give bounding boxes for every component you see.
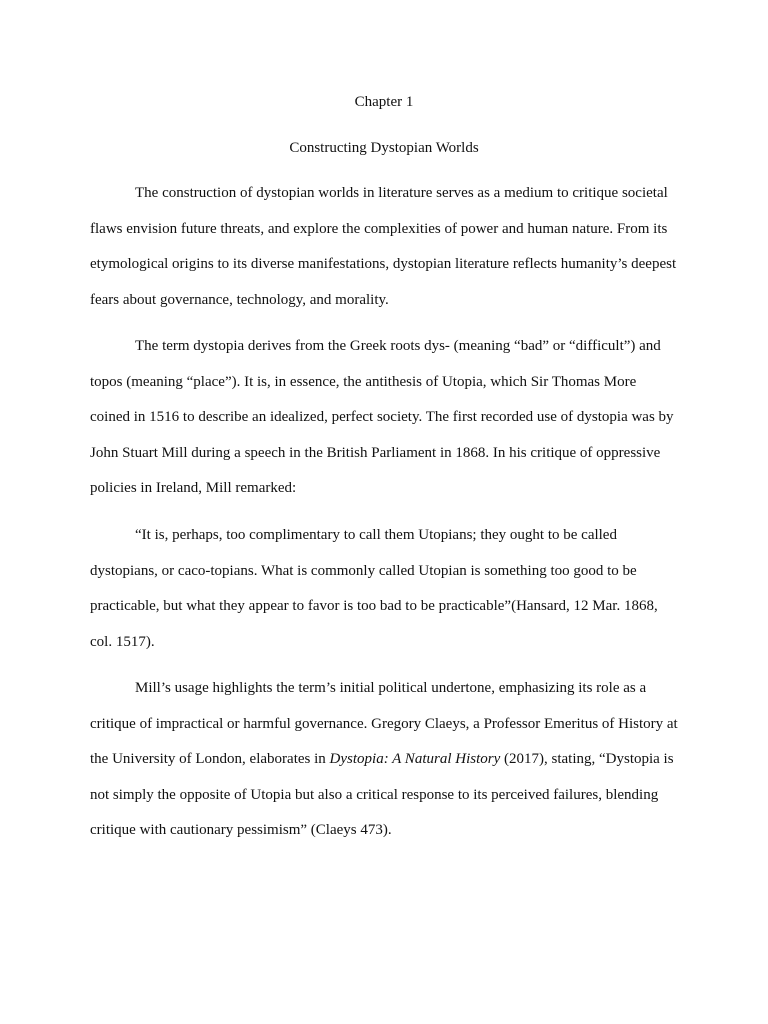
paragraph-intro: The construction of dystopian worlds in literature serves as a medium to critique societal flaws envision future threats, and explore the complexities of power and human nature. From its etymological origins to its diverse manifestations, dystopian literature reflects humanity’s deepest fears about governance, technology, and morality. <box>90 185 677 308</box>
paragraph-claeys-text-before: Mill’s usage highlights the term’s initial political undertone, emphasizing its role as a critique of impractical or harmful governance. Gregory Claeys, a Professor Emeritus of History at the University of London, elaborates in <box>90 680 678 768</box>
paragraph-claeys <box>90 671 678 849</box>
book-title: Dystopia: A Natural History <box>329 751 501 768</box>
paragraph-claeys-text-after: (2017), stating, “Dystopia is not simply the opposite of Utopia but also a critical response to its perceived failures, blending critique with cautionary pessimism” (Claeys 473). <box>90 751 674 839</box>
chapter-title: Constructing Dystopian Worlds <box>289 140 479 156</box>
paragraph-quotation: “It is, perhaps, too complimentary to call them Utopians; they ought to be called dystopians, or caco-topians. What is commonly called Utopian is something too good to be practicable, but what they appear to favor is too bad to be practicable”(Hansard, 12 Mar. 1868, col. 1517). <box>90 527 658 650</box>
chapter-heading: Chapter 1 <box>354 94 414 110</box>
paragraph-etymology: The term dystopia derives from the Greek roots dys- (meaning “bad” or “difficult”) and topos (meaning “place”). It is, in essence, the antithesis of Utopia, which Sir Thomas More coined in 1516 to describe an idealized, perfect society. The first recorded use of dystopia was by John Stuart Mill during a speech in the British Parliament in 1868. In his critique of oppressive policies in Ireland, Mill remarked: <box>90 338 674 497</box>
